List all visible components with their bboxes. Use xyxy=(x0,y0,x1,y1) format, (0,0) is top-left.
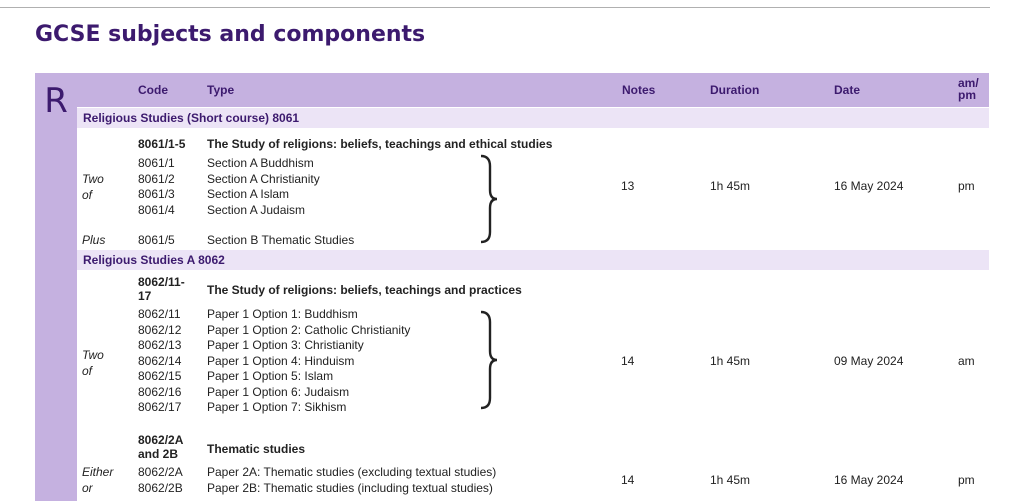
date-value: 09 May 2024 xyxy=(834,354,904,368)
option-code: 8062/2B xyxy=(138,480,183,495)
option-codes xyxy=(138,156,175,218)
thematic-code xyxy=(138,433,183,461)
qualifier xyxy=(82,172,104,203)
group-band-short-course xyxy=(77,108,989,128)
table-header xyxy=(77,73,989,107)
option-type: Paper 2A: Thematic studies (excluding textual studies) xyxy=(207,465,497,479)
section-letter: R xyxy=(44,81,68,121)
option-code: 8061/1 xyxy=(138,156,175,170)
option-code: 8062/13 xyxy=(138,338,182,352)
option-type: Section A Buddhism xyxy=(207,156,314,170)
header-ampm xyxy=(958,77,988,101)
component-title: The Study of religions: beliefs, teachings and ethical studies xyxy=(207,137,553,151)
right-brace-icon xyxy=(478,154,498,244)
thematic-title: Thematic studies xyxy=(207,442,306,456)
component-code-line2: 17 xyxy=(138,289,152,303)
option-type: Paper 1 Option 3: Christianity xyxy=(207,338,364,352)
component-code: 8061/1-5 xyxy=(138,137,186,151)
ampm-value: pm xyxy=(958,179,975,193)
group-title: Religious Studies (Short course) 8061 xyxy=(83,111,300,125)
either-or xyxy=(82,465,113,496)
group-band-rs-a xyxy=(77,250,989,270)
qualifier xyxy=(82,348,104,379)
option-type: Paper 1 Option 1: Buddhism xyxy=(207,307,358,321)
option-type: Paper 1 Option 2: Catholic Christianity xyxy=(207,322,411,337)
option-code: 8062/12 xyxy=(138,322,182,337)
option-type: Paper 2B: Thematic studies (including textual studies) xyxy=(207,480,493,495)
thematic-option-types xyxy=(207,465,496,496)
group-title: Religious Studies A 8062 xyxy=(83,253,225,267)
notes-value: 13 xyxy=(621,179,635,193)
duration-value: 1h 45m xyxy=(710,354,751,368)
component-code xyxy=(138,275,185,303)
option-type: Paper 1 Option 6: Judaism xyxy=(207,384,350,399)
option-codes xyxy=(138,307,181,416)
thematic-code-line1: 8062/2A xyxy=(138,433,184,447)
option-type: Section A Islam xyxy=(207,187,290,201)
plus-code: 8061/5 xyxy=(138,233,175,247)
option-code: 8061/2 xyxy=(138,171,175,186)
option-code: 8062/15 xyxy=(138,369,182,383)
header-date: Date xyxy=(834,83,861,97)
top-rule xyxy=(0,7,990,8)
duration-value: 1h 45m xyxy=(710,473,751,487)
option-code: 8062/17 xyxy=(138,400,182,414)
header-duration: Duration xyxy=(710,83,760,97)
option-code: 8062/14 xyxy=(138,353,182,368)
notes-value: 14 xyxy=(621,354,635,368)
option-type: Paper 1 Option 5: Islam xyxy=(207,369,334,383)
option-code: 8062/11 xyxy=(138,307,181,321)
header-type: Type xyxy=(207,83,235,97)
option-code: 8062/2A xyxy=(138,465,183,479)
component-code-line1: 8062/11- xyxy=(138,275,185,289)
option-type: Section A Christianity xyxy=(207,171,320,186)
thematic-code-line2: and 2B xyxy=(138,447,179,461)
qualifier-line1: Two xyxy=(82,348,104,362)
ampm-value: am xyxy=(958,354,975,368)
option-types xyxy=(207,156,320,218)
qualifier-line2: of xyxy=(82,363,93,378)
either-line2: or xyxy=(82,480,93,495)
option-code: 8062/16 xyxy=(138,384,182,399)
option-types xyxy=(207,307,410,416)
date-value: 16 May 2024 xyxy=(834,179,904,193)
option-type: Section A Judaism xyxy=(207,202,306,217)
option-type: Paper 1 Option 4: Hinduism xyxy=(207,353,355,368)
notes-value: 14 xyxy=(621,473,635,487)
plus-label: Plus xyxy=(82,233,106,247)
page-title: GCSE subjects and components xyxy=(35,22,426,47)
plus-type: Section B Thematic Studies xyxy=(207,233,355,247)
ampm-value: pm xyxy=(958,473,975,487)
header-code: Code xyxy=(138,83,168,97)
duration-value: 1h 45m xyxy=(710,179,751,193)
date-value: 16 May 2024 xyxy=(834,473,904,487)
thematic-option-codes xyxy=(138,465,183,496)
either-line1: Either xyxy=(82,465,114,479)
option-code: 8061/3 xyxy=(138,187,175,201)
section-letter-column xyxy=(35,73,77,501)
header-ampm-line2: pm xyxy=(958,88,976,102)
qualifier-line1: Two xyxy=(82,172,104,186)
qualifier-line2: of xyxy=(82,187,93,202)
option-code: 8061/4 xyxy=(138,202,175,217)
header-notes: Notes xyxy=(622,83,656,97)
component-title: The Study of religions: beliefs, teachings and practices xyxy=(207,283,522,297)
subjects-table xyxy=(77,73,989,107)
option-type: Paper 1 Option 7: Sikhism xyxy=(207,400,347,414)
header-ampm-line1: am/ xyxy=(958,76,979,90)
right-brace-icon xyxy=(478,310,498,410)
